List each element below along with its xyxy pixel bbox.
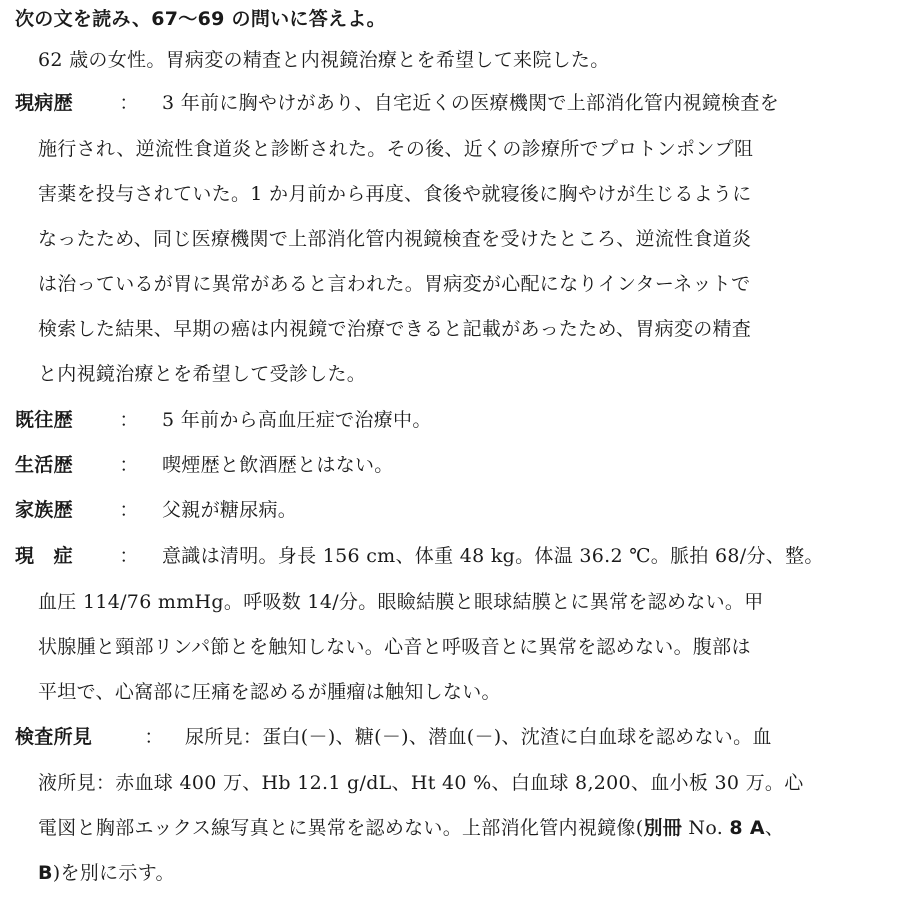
instruction-text: 次の文を読み、67〜69 の問いに答えよ。 [15, 8, 386, 30]
lab-findings-line-2: 液所見：赤血球 400 万、Hb 12.1 g/dL、Ht 40 %、白血球 8,200、血小板 30 万。心 [38, 772, 804, 794]
present-status-line-3: 状腺腫と頸部リンパ節とを触知しない。心音と呼吸音とに異常を認めない。腹部は [38, 636, 751, 658]
lab-findings-line-1: 検査所見 ： 尿所見：蛋白(－)、糖(－)、潜血(－)、沈渣に白血球を認めない。血 [15, 726, 772, 748]
lab-findings-line-4: B)を別に示す。 [38, 862, 175, 884]
present-illness-line-6: 検索した結果、早期の癌は内視鏡で治療できると記載があったため、胃病変の精査 [38, 318, 752, 340]
present-illness-line-4: なったため、同じ医療機関で上部消化管内視鏡検査を受けたところ、逆流性食道炎 [38, 228, 752, 250]
lab-findings-line-3: 電図と胸部エックス線写真とに異常を認めない。上部消化管内視鏡像(別冊 No. 8 A、 [38, 817, 785, 839]
image-id: 8 A [729, 817, 765, 839]
colon: ： [119, 545, 139, 567]
colon: ： [119, 409, 139, 431]
past-history-label: 既往歴 [15, 409, 73, 431]
intro-text: 62 歳の女性。胃病変の精査と内視鏡治療とを希望して来院した。 [38, 49, 610, 71]
present-illness-line-2: 施行され、逆流性食道炎と診断された。その後、近くの診療所でプロトンポンプ阻 [38, 138, 754, 160]
colon: ： [119, 499, 139, 521]
present-illness-line-5: は治っているが胃に異常があると言われた。胃病変が心配になりインターネットで [38, 273, 751, 295]
present-illness-line-3: 害薬を投与されていた。1 か月前から再度、食後や就寝後に胸やけが生じるように [38, 183, 752, 205]
present-illness-line-7: と内視鏡治療とを希望して受診した。 [38, 363, 367, 385]
life-history: 生活歴 ： 喫煙歴と飲酒歴とはない。 [15, 454, 394, 476]
present-status-line-4: 平坦で、心窩部に圧痛を認めるが腫瘤は触知しない。 [38, 681, 501, 703]
present-illness-label: 現病歴 [15, 92, 73, 114]
present-illness-line-1: 現病歴 ： 3 年前に胸やけがあり、自宅近くの医療機関で上部消化管内視鏡検査を [15, 92, 780, 114]
past-history: 既往歴 ： 5 年前から高血圧症で治療中。 [15, 409, 432, 431]
colon: ： [144, 726, 164, 748]
colon: ： [119, 454, 139, 476]
present-status-line-1: 現 症 ： 意識は清明。身長 156 cm、体重 48 kg。体温 36.2 ℃。脈拍 68/分、整。 [15, 545, 824, 567]
present-status-line-2: 血圧 114/76 mmHg。呼吸数 14/分。眼瞼結膜と眼球結膜とに異常を認めない。甲 [38, 591, 764, 613]
family-history: 家族歴 ： 父親が糖尿病。 [15, 499, 298, 521]
present-status-label: 現 症 [15, 545, 73, 567]
supplement-label: 別冊 [643, 817, 683, 839]
life-history-label: 生活歴 [15, 454, 73, 476]
colon: ： [119, 92, 139, 114]
lab-findings-label: 検査所見 [15, 726, 93, 748]
image-id-b: B [38, 862, 53, 884]
family-history-label: 家族歴 [15, 499, 73, 521]
